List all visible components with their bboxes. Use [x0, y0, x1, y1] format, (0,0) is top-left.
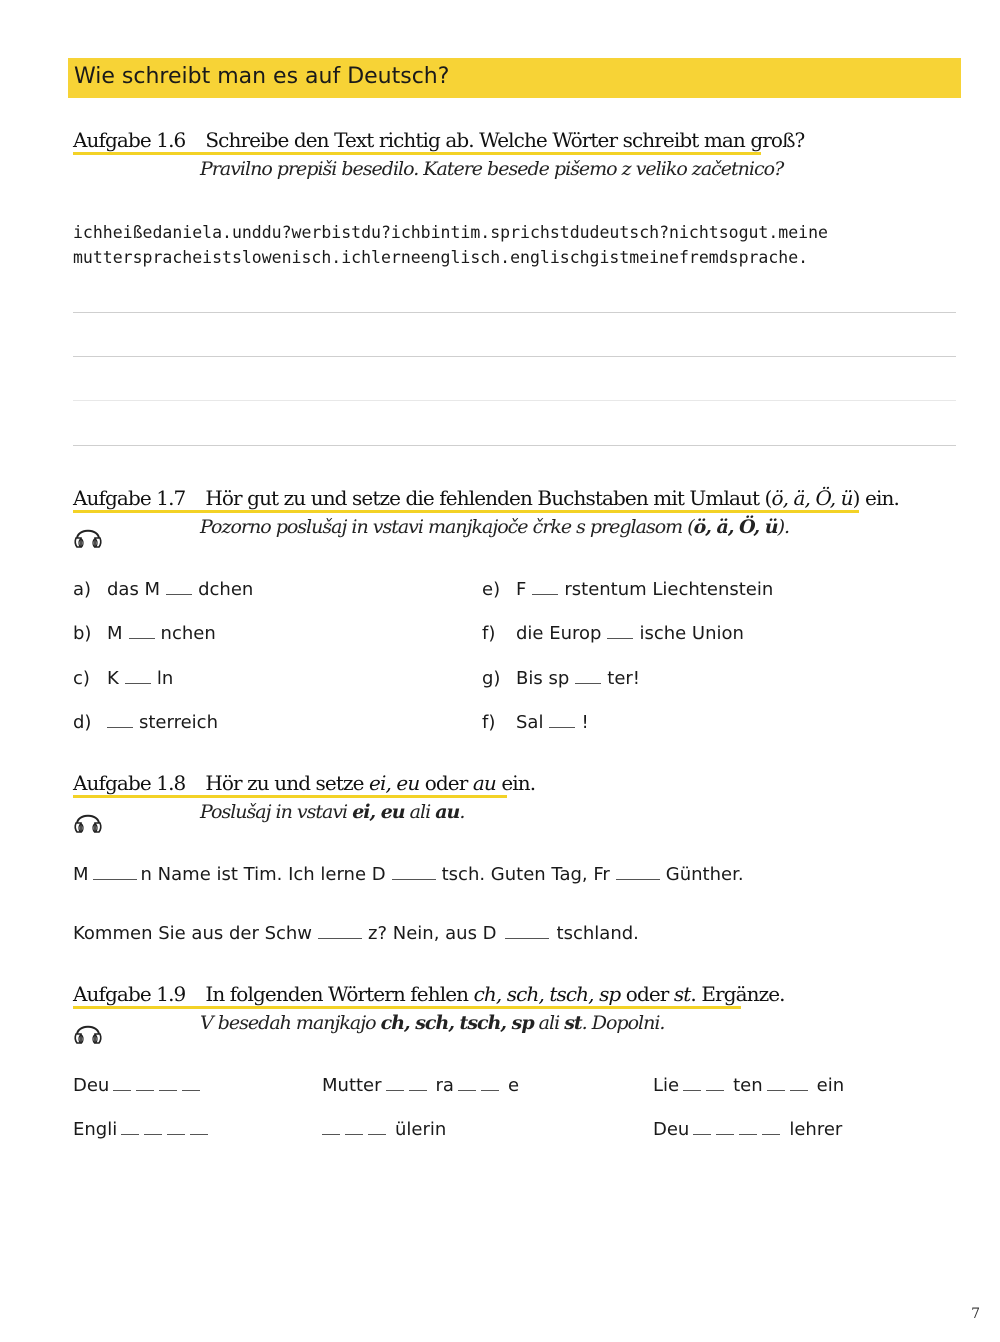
task-title-letters: au [472, 771, 496, 795]
subtitle-letters: ö, ä, Ö, ü [693, 516, 778, 538]
task-underline [73, 152, 761, 155]
sentence-text: tschland. [556, 923, 639, 944]
sentence-text: n Name ist Tim. Ich lerne D [140, 864, 386, 885]
task-1-8-heading [73, 771, 535, 795]
item-text: Bis sp [516, 668, 570, 689]
task-title-end: ein. [495, 771, 536, 795]
task-title: Schreibe den Text richtig ab. Welche Wörter schreibt man groß? [205, 128, 805, 152]
item-text: ln [156, 668, 174, 689]
exercise-item-e [482, 579, 773, 600]
word-text: Deu [73, 1075, 110, 1096]
task-1-9-heading [73, 982, 785, 1006]
subtitle-text: V besedah manjkajo [200, 1012, 381, 1034]
letter-blanks[interactable] [458, 1075, 504, 1096]
item-text: K [107, 668, 119, 689]
item-text: rstentum Liechtenstein [564, 579, 774, 600]
task-title-mid: oder [620, 982, 674, 1006]
word-text: Lie [653, 1075, 680, 1096]
exercise-item-f [482, 623, 744, 644]
word-text: ein [816, 1075, 845, 1096]
word-text: Engli [73, 1119, 118, 1140]
item-text: Sal [516, 712, 544, 733]
task-subtitle [200, 801, 464, 823]
subtitle-mid: ali [404, 801, 436, 823]
letter-blanks[interactable] [121, 1119, 213, 1140]
item-text: die Europ [516, 623, 602, 644]
sentence-text: Kommen Sie aus der Schw [73, 923, 313, 944]
letter-blanks[interactable] [322, 1119, 391, 1140]
letter-blanks[interactable] [386, 1075, 432, 1096]
subtitle-text: Poslušaj in vstavi [200, 801, 353, 823]
exercise-item-d [73, 712, 218, 733]
letter-blanks[interactable] [693, 1119, 785, 1140]
answer-blank[interactable] [505, 937, 549, 939]
answer-blank[interactable] [318, 937, 362, 939]
task-title: In folgenden Wörtern fehlen [205, 982, 474, 1006]
writing-line[interactable] [73, 445, 956, 446]
answer-blank[interactable] [607, 637, 633, 639]
scrambled-text-line-1: ichheißedaniela.unddu?werbistdu?ichbintim.sprichstdudeutsch?nichtsogut.meine [73, 223, 828, 242]
task-underline [73, 1006, 741, 1009]
item-label: b) [73, 623, 92, 644]
word-text: ülerin [395, 1119, 447, 1140]
answer-blank[interactable] [107, 726, 133, 728]
exercise-item-c [73, 668, 173, 689]
writing-line[interactable] [73, 312, 956, 313]
headphones-icon[interactable] [73, 807, 103, 835]
writing-line[interactable] [73, 356, 956, 357]
task-subtitle [200, 516, 789, 538]
sentence-line-1 [73, 864, 744, 885]
subtitle-letters: au [435, 801, 460, 823]
exercise-item-g [482, 668, 640, 689]
item-label: f) [482, 712, 496, 733]
task-underline [73, 795, 507, 798]
item-text: das M [107, 579, 161, 600]
exercise-item-a [73, 579, 253, 600]
word-item-lie [653, 1075, 844, 1096]
writing-line[interactable] [73, 400, 956, 401]
task-title-letters: ö, ä, Ö, ü [771, 486, 853, 510]
word-item-schuelerin [322, 1119, 446, 1140]
item-text: F [516, 579, 527, 600]
page-title: Wie schreibt man es auf Deutsch? [74, 64, 450, 89]
item-label: g) [482, 668, 501, 689]
task-1-7-heading [73, 486, 899, 510]
word-text: ra [435, 1075, 454, 1096]
headphones-icon[interactable] [73, 522, 103, 550]
item-text: M [107, 623, 123, 644]
answer-blank[interactable] [129, 637, 155, 639]
task-title-mid: oder [419, 771, 473, 795]
task-title: Hör gut zu und setze die fehlenden Buchstaben mit Umlaut ( [205, 486, 772, 510]
item-text: nchen [160, 623, 216, 644]
task-underline [73, 510, 859, 513]
letter-blanks[interactable] [113, 1075, 205, 1096]
answer-blank[interactable] [616, 878, 660, 880]
sentence-text: M [73, 864, 89, 885]
answer-blank[interactable] [575, 682, 601, 684]
answer-blank[interactable] [166, 593, 192, 595]
subtitle-mid: ali [533, 1012, 565, 1034]
letter-blanks[interactable] [683, 1075, 729, 1096]
answer-blank[interactable] [93, 878, 137, 880]
item-label: c) [73, 668, 90, 689]
subtitle-text: Pozorno poslušaj in vstavi manjkajoče črke s preglasom ( [200, 516, 694, 538]
word-item-deutschlehrer [653, 1119, 842, 1140]
word-text: Mutter [322, 1075, 382, 1096]
item-label: e) [482, 579, 501, 600]
answer-blank[interactable] [125, 682, 151, 684]
word-item-engli [73, 1119, 217, 1140]
task-number: Aufgabe 1.8 [73, 771, 186, 795]
word-item-deu [73, 1075, 209, 1096]
word-text: e [507, 1075, 520, 1096]
task-title-end: . Ergänze. [690, 982, 785, 1006]
task-title: Hör zu und setze [205, 771, 370, 795]
item-text: ter! [607, 668, 641, 689]
task-number: Aufgabe 1.7 [73, 486, 186, 510]
item-label: f) [482, 623, 496, 644]
word-text: Deu [653, 1119, 690, 1140]
scrambled-text-line-2: mutterspracheistslowenisch.ichlerneenglisch.englischgistmeinefremdsprache. [73, 248, 809, 267]
item-text: ! [581, 712, 589, 733]
task-subtitle: Pravilno prepiši besedilo. Katere besede pišemo z veliko začetnico? [200, 158, 784, 180]
sentence-text: z? Nein, aus D [368, 923, 497, 944]
answer-blank[interactable] [392, 878, 436, 880]
page-number: 7 [971, 1306, 980, 1322]
word-text: lehrer [789, 1119, 843, 1140]
headphones-icon[interactable] [73, 1018, 103, 1046]
exercise-item-b [73, 623, 216, 644]
task-subtitle [200, 1012, 664, 1034]
subtitle-end: ). [777, 516, 790, 538]
task-title-end: ) ein. [852, 486, 899, 510]
word-text: ten [733, 1075, 763, 1096]
item-label: d) [73, 712, 92, 733]
item-text: sterreich [139, 712, 218, 733]
task-1-6-heading [73, 128, 804, 152]
task-title-letters: st [673, 982, 691, 1006]
subtitle-letters: ch, sch, tsch, sp [380, 1012, 534, 1034]
answer-blank[interactable] [549, 726, 575, 728]
item-text: dchen [198, 579, 254, 600]
task-number: Aufgabe 1.9 [73, 982, 186, 1006]
item-label: a) [73, 579, 92, 600]
sentence-line-2 [73, 923, 639, 944]
subtitle-end: . [459, 801, 465, 823]
sentence-text: Günther. [665, 864, 744, 885]
letter-blanks[interactable] [767, 1075, 813, 1096]
subtitle-end: . Dopolni. [581, 1012, 665, 1034]
exercise-item-f2 [482, 712, 589, 733]
task-title-letters: ei, eu [369, 771, 420, 795]
task-number: Aufgabe 1.6 [73, 128, 186, 152]
subtitle-letters: ei, eu [352, 801, 405, 823]
word-item-mutter [322, 1075, 519, 1096]
subtitle-letters: st [564, 1012, 582, 1034]
task-title-letters: ch, sch, tsch, sp [473, 982, 621, 1006]
item-text: ische Union [639, 623, 744, 644]
answer-blank[interactable] [532, 593, 558, 595]
sentence-text: tsch. Guten Tag, Fr [441, 864, 610, 885]
